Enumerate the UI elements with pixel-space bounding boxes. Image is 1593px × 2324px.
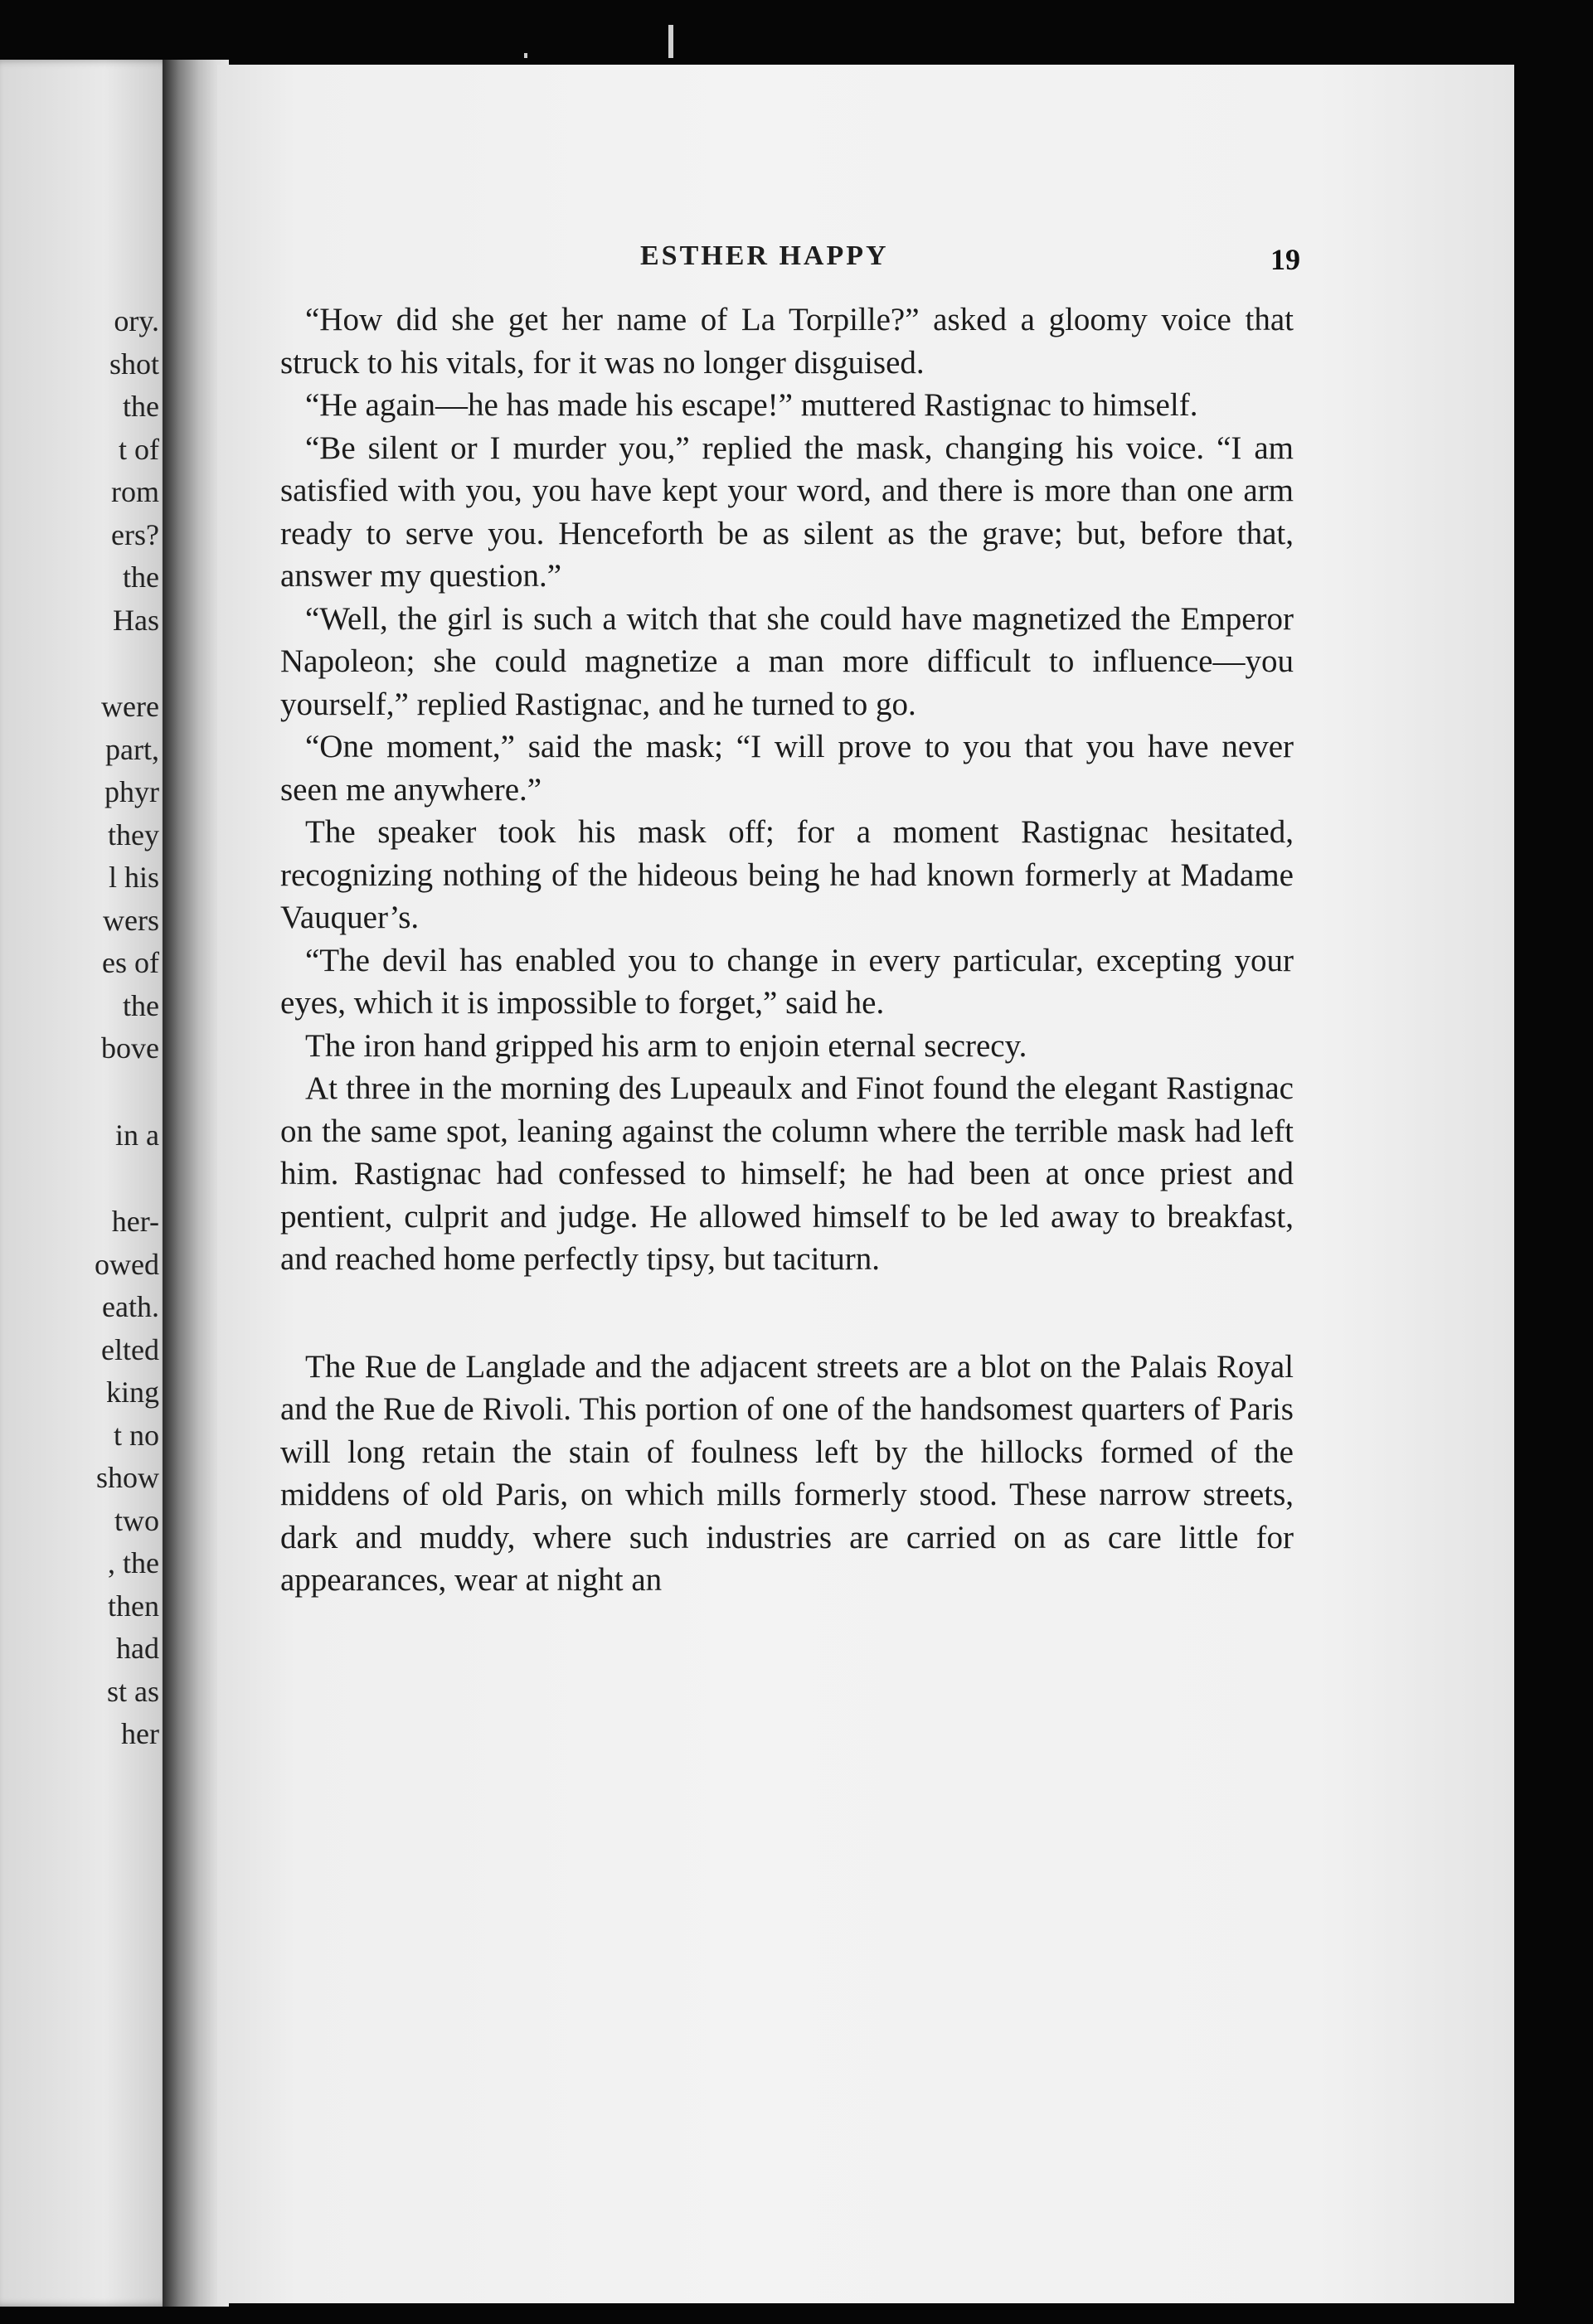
left-page-line-fragment: in a [115,1118,159,1152]
left-page-line-fragment: bove [101,1031,159,1065]
left-page-line-fragment: ers? [111,517,159,551]
paragraph: “Be silent or I murder you,” replied the mask, changing his voice. “I am satisfied with you, you have kept your word, and there is more than one arm ready to serve you. Henceforth be as silent as the grave; but, before that, answer my question.” [280,429,1294,594]
left-page-line-fragment: shot [109,347,159,381]
left-page-line-fragment [35,1070,159,1114]
left-page-line-fragment: part, [105,732,159,766]
left-page-line-fragment: es of [102,946,159,979]
scan-speck [524,53,527,58]
paragraph: At three in the morning des Lupeaulx and Finot found the elegant Rastignac on the same spot, leaning against the column where the terrible mask had left him. Rastignac had confessed to himself; he had been at once priest and pentient, culprit and judge. He allowed himself to be led away to breakfast, and reached home perfectly tipsy, but taciturn. [280,1070,1294,1277]
previous-page-text [35,300,159,1756]
paragraph: “Well, the girl is such a witch that she could have magnetized the Emperor Napoleon; she could magnetize a man more difficult to influence—you yourself,” replied Rastignac, and he turned to go. [280,600,1294,722]
left-page-line-fragment: owed [95,1247,159,1281]
left-page-line-fragment: two [114,1503,159,1537]
left-page-line-fragment: the [123,560,159,594]
current-page [217,65,1514,2303]
left-page-line-fragment: they [108,818,159,851]
paragraph: “He again—he has made his escape!” muttered Rastignac to himself. [305,387,1198,423]
paragraph: The speaker took his mask off; for a moment Rastignac hesitated, recognizing nothing of the hideous being he had known formerly at Madame Vauquer’s. [280,814,1294,935]
left-page-line-fragment: the [123,390,159,423]
left-page-line-fragment: Has [113,603,159,637]
paragraph: “The devil has enabled you to change in every particular, excepting your eyes, which it is impossible to forget,” said he. [280,942,1294,1021]
left-page-line-fragment: t of [119,432,159,466]
page-number: 19 [1270,243,1300,276]
left-page-line-fragment: show [95,1461,159,1494]
paragraph: The iron hand gripped his arm to enjoin eternal secrecy. [305,1027,1027,1064]
scan-speck [668,25,673,58]
body-text [280,298,1294,1602]
paragraph: The Rue de Langlade and the adjacent streets are a blot on the Palais Royal and the Rue de Rivoli. This portion of one of the handsomest quarters of Paris will long retain the stain of foulness left by the hillocks formed of the middens of old Paris, on which mills formerly stood. These narrow streets, dark and muddy, where such industries are carried on as care little for appearances, wear at night an [280,1348,1294,1598]
left-page-line-fragment: king [105,1375,159,1409]
left-page-line-fragment: , the [108,1546,159,1579]
left-page-line-fragment: her [121,1717,159,1750]
left-page-line-fragment: eath. [102,1290,159,1323]
left-page-line-fragment: l his [108,861,159,894]
left-page-line-fragment: st as [107,1674,159,1708]
left-page-line-fragment: wers [103,903,159,937]
left-page-line-fragment: ory. [114,304,159,337]
paragraph: “How did she get her name of La Torpille?” asked a gloomy voice that struck to his vitals, for it was no longer disguised. [280,302,1294,381]
left-page-line-fragment [35,642,159,686]
left-page-line-fragment: rom [111,475,159,508]
page-header [217,240,1514,282]
left-page-line-fragment: elted [101,1332,159,1366]
left-page-line-fragment: were [101,690,159,723]
left-page-line-fragment: had [116,1632,159,1665]
left-page-line-fragment: phyr [104,775,159,808]
previous-page [0,60,174,2307]
left-page-line-fragment: the [123,988,159,1022]
left-page-line-fragment: her- [111,1205,159,1238]
paragraph: “One moment,” said the mask; “I will prove to you that you have never seen me anywhere.” [280,729,1294,808]
left-page-line-fragment: t no [113,1418,159,1452]
running-head: ESTHER HAPPY [640,240,889,271]
left-page-line-fragment: then [108,1589,159,1623]
left-page-line-fragment [35,1157,159,1201]
